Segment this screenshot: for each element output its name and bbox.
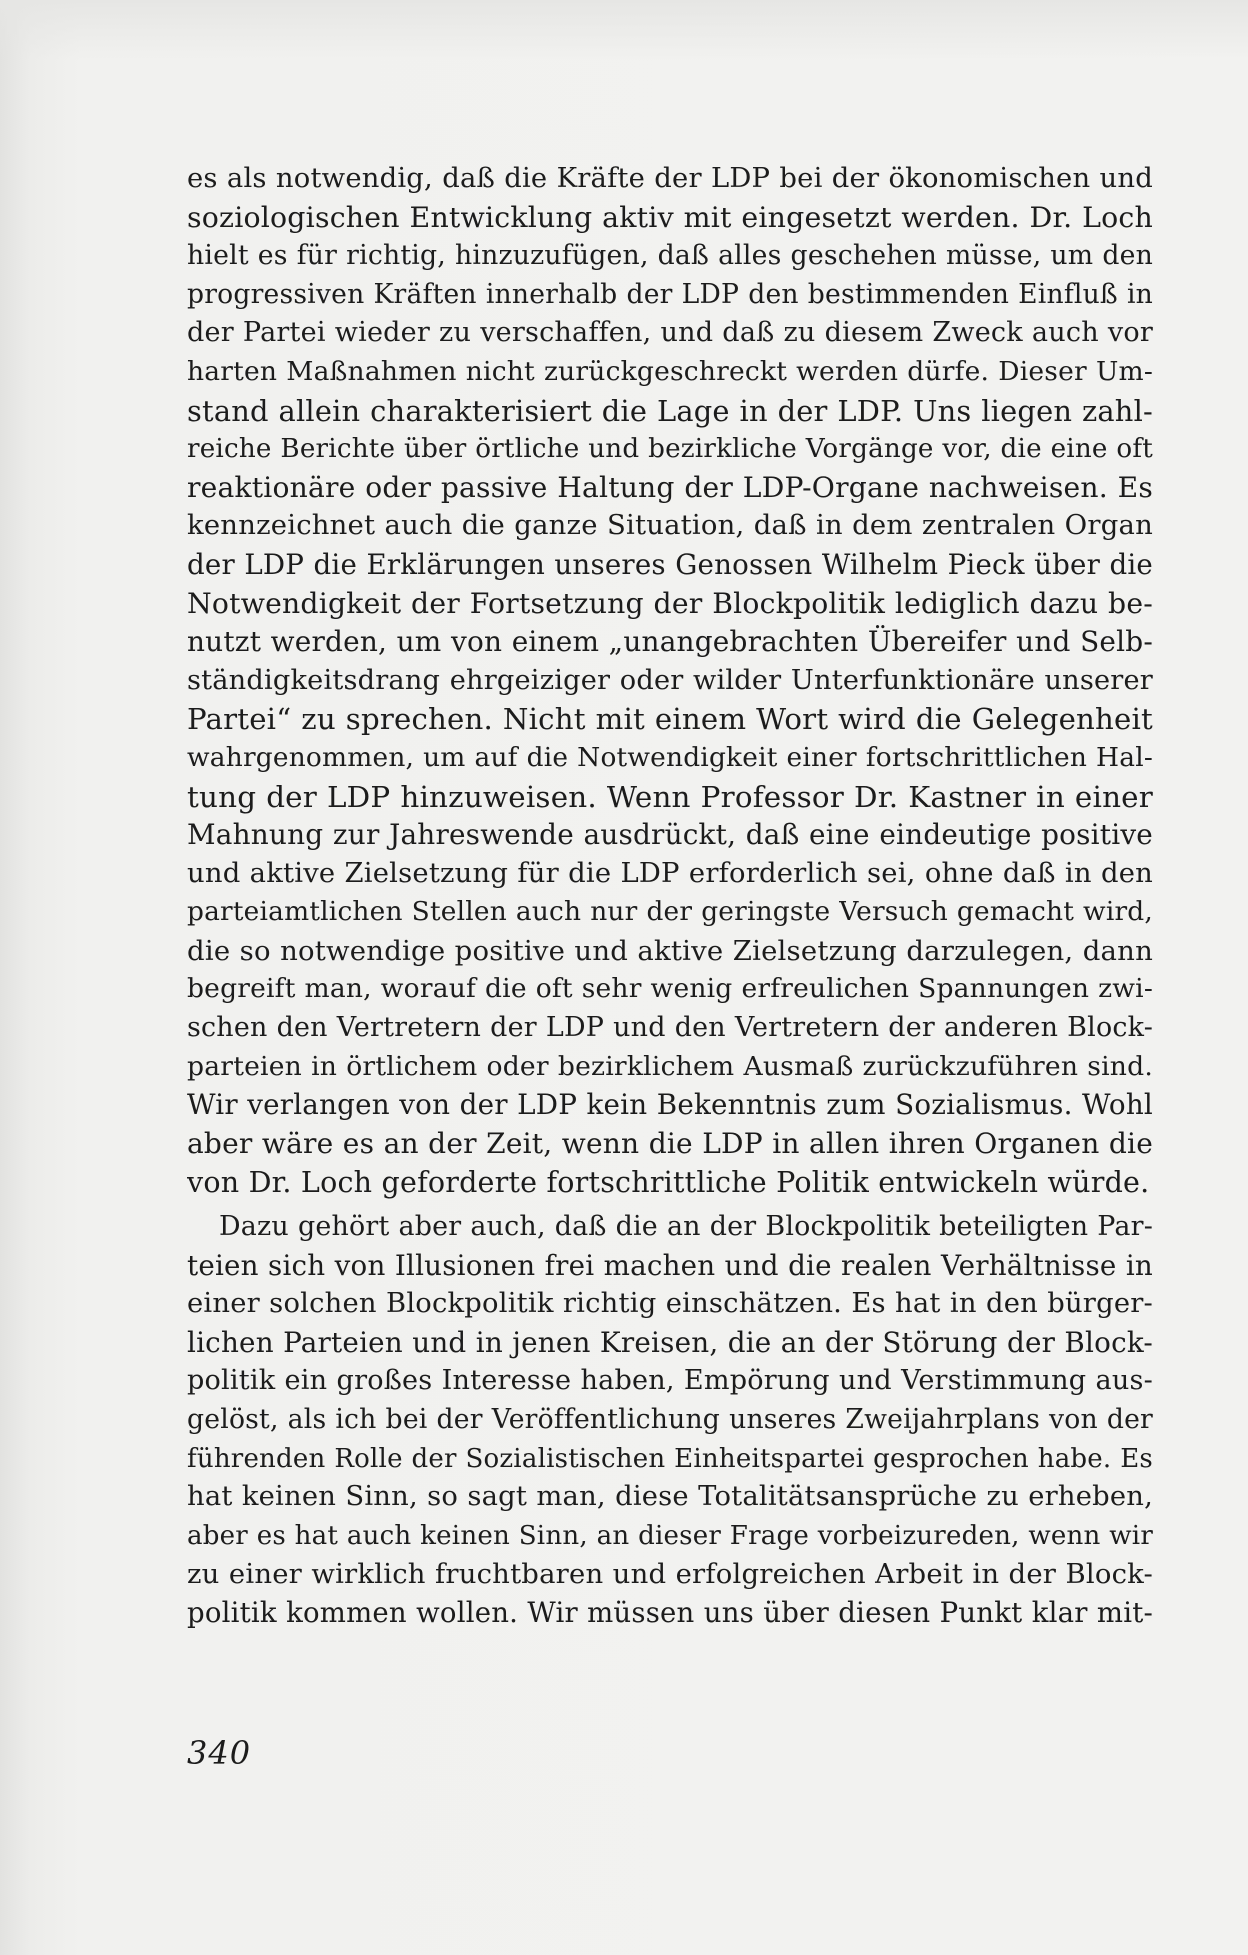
text-line: es als notwendig, daß die Kräfte der LDP bei der ökonomischen und <box>187 163 1153 194</box>
text-line: progressiven Kräften innerhalb der LDP den bestimmenden Einfluß in <box>187 278 1153 310</box>
text-line: Dazu gehört aber auch, daß die an der Blockpolitik beteiligten Par- <box>219 1211 1153 1243</box>
text-line: schen den Vertretern der LDP und den Vertretern der anderen Block- <box>187 1012 1153 1044</box>
text-line: politik kommen wollen. Wir müssen uns über diesen Punkt klar mit- <box>187 1596 1153 1629</box>
text-line: hat keinen Sinn, so sagt man, diese Totalitätsansprüche zu erheben, <box>187 1481 1153 1513</box>
text-line: politik ein großes Interesse haben, Empörung und Verstimmung aus- <box>187 1365 1153 1397</box>
text-line: Notwendigkeit der Fortsetzung der Blockpolitik lediglich dazu be- <box>187 586 1153 620</box>
text-line: reiche Berichte über örtliche und bezirkliche Vorgänge vor, die eine oft <box>187 434 1153 465</box>
text-line: ständigkeitsdrang ehrgeiziger oder wilder Unterfunktionäre unserer <box>187 664 1153 696</box>
text-line: gelöst, als ich bei der Veröffentlichung unseres Zweijahrplans von der <box>187 1404 1153 1435</box>
text-line: führenden Rolle der Sozialistischen Einheitspartei gesprochen habe. Es <box>187 1443 1153 1474</box>
text-line: der Partei wieder zu verschaffen, und daß zu diesem Zweck auch vor <box>187 317 1153 349</box>
paragraph-1 <box>187 160 1153 1202</box>
text-line: reaktionäre oder passive Haltung der LDP-Organe nachweisen. Es <box>187 470 1153 504</box>
text-line: wahrgenommen, um auf die Notwendigkeit einer fortschrittlichen Hal- <box>187 741 1153 773</box>
text-line: aber es hat auch keinen Sinn, an dieser Frage vorbeizureden, wenn wir <box>187 1520 1153 1551</box>
text-line: harten Maßnahmen nicht zurückgeschreckt werden dürfe. Dieser Um- <box>187 355 1153 387</box>
text-line: parteiamtlichen Stellen auch nur der geringste Versuch gemacht wird, <box>187 896 1153 928</box>
text-line: parteien in örtlichem oder bezirklichem Ausmaß zurückzuführen sind. <box>187 1050 1153 1082</box>
text-line: nutzt werden, um von einem „unangebrachten Übereifer und Selb- <box>187 625 1153 659</box>
text-line: aber wäre es an der Zeit, wenn die LDP in allen ihren Organen die <box>187 1126 1153 1160</box>
text-line: tung der LDP hinzuweisen. Wenn Professor Dr. Kastner in einer <box>187 779 1153 814</box>
text-line: und aktive Zielsetzung für die LDP erforderlich sei, ohne daß in den <box>187 857 1153 889</box>
paragraph-2 <box>187 1208 1153 1633</box>
body-text <box>187 160 1153 1633</box>
page-number: 340 <box>187 1734 252 1772</box>
text-line: kennzeichnet auch die ganze Situation, daß in dem zentralen Organ <box>187 510 1153 542</box>
text-line: zu einer wirklich fruchtbaren und erfolgreichen Arbeit in der Block- <box>187 1558 1153 1591</box>
text-line: einer solchen Blockpolitik richtig einschätzen. Es hat in den bürger- <box>187 1288 1153 1320</box>
text-line: soziologischen Entwicklung aktiv mit eingesetzt werden. Dr. Loch <box>187 200 1153 234</box>
text-line: Mahnung zur Jahreswende ausdrückt, daß eine eindeutige positive <box>187 818 1153 852</box>
text-line: teien sich von Illusionen frei machen und die realen Verhältnisse in <box>187 1248 1153 1282</box>
text-line: lichen Parteien und in jenen Kreisen, die an der Störung der Block- <box>187 1325 1153 1359</box>
text-line: Wir verlangen von der LDP kein Bekenntnis zum Sozialismus. Wohl <box>187 1088 1153 1122</box>
text-line: der LDP die Erklärungen unseres Genossen Wilhelm Pieck über die <box>187 547 1153 581</box>
text-line: stand allein charakterisiert die Lage in der LDP. Uns liegen zahl- <box>187 393 1153 428</box>
text-line: Partei“ zu sprechen. Nicht mit einem Wort wird die Gelegenheit <box>187 702 1153 737</box>
text-line: begreift man, worauf die oft sehr wenig erfreulichen Spannungen zwi- <box>187 973 1153 1005</box>
text-line: die so notwendige positive und aktive Zielsetzung darzulegen, dann <box>187 934 1153 967</box>
text-line: hielt es für richtig, hinzuzufügen, daß alles geschehen müsse, um den <box>187 240 1153 272</box>
text-line: von Dr. Loch geforderte fortschrittliche Politik entwickeln würde. <box>187 1165 1150 1200</box>
page-shadow <box>0 0 1248 60</box>
